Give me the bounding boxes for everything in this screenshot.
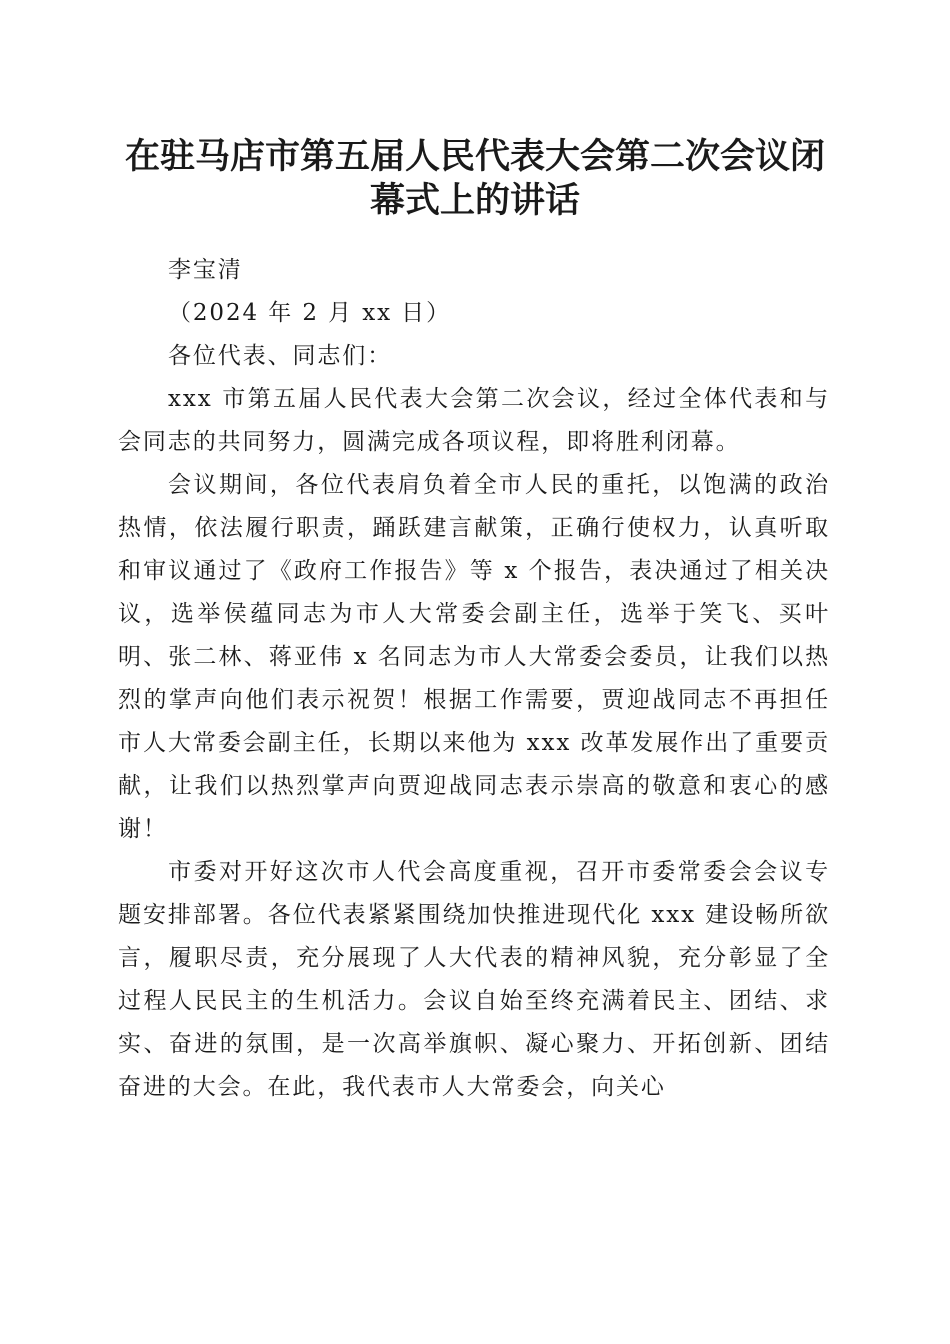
salutation: 各位代表、同志们： <box>168 343 393 369</box>
title-line-1: 在驻马店市第五届人民代表大会第二次会议闭 <box>124 136 825 177</box>
paragraph-1: xxx 市第五届人民代表大会第二次会议，经过全体代表和与会同志的共同努力，圆满完成各项议程，即将胜利闭幕。 <box>118 386 830 455</box>
speech-date: （2024 年 2 月 xx 日） <box>168 300 451 326</box>
author-name: 李宝清 <box>168 257 243 283</box>
title-line-2: 幕式上的讲话 <box>369 180 580 221</box>
document-title <box>100 135 850 223</box>
paragraph-2: 会议期间，各位代表肩负着全市人民的重托，以饱满的政治热情，依法履行职责，踊跃建言献策，正确行使权力，认真听取和审议通过了《政府工作报告》等 x 个报告，表决通过了相关决议，选举侯蕴同志为市人大常委会副主任，选举于笑飞、买叶明、张二林、蒋亚伟 x 名同志为市人大常委会委员，让我们以热烈的掌声向他们表示祝贺！根据工作需要，贾迎战同志不再担任市人大常委会副主任，长期以来他为 xxx 改革发展作出了重要贡献，让我们以热烈掌声向贾迎战同志表示崇高的敬意和衷心的感谢！ <box>118 472 830 842</box>
document-body <box>118 249 830 1109</box>
paragraph-3: 市委对开好这次市人代会高度重视，召开市委常委会会议专题安排部署。各位代表紧紧围绕加快推进现代化 xxx 建设畅所欲言，履职尽责，充分展现了人大代表的精神风貌，充分彰显了全过程人民民主的生机活力。会议自始至终充满着民主、团结、求实、奋进的氛围，是一次高举旗帜、凝心聚力、开拓创新、团结奋进的大会。在此，我代表市人大常委会，向关心 <box>118 859 830 1100</box>
